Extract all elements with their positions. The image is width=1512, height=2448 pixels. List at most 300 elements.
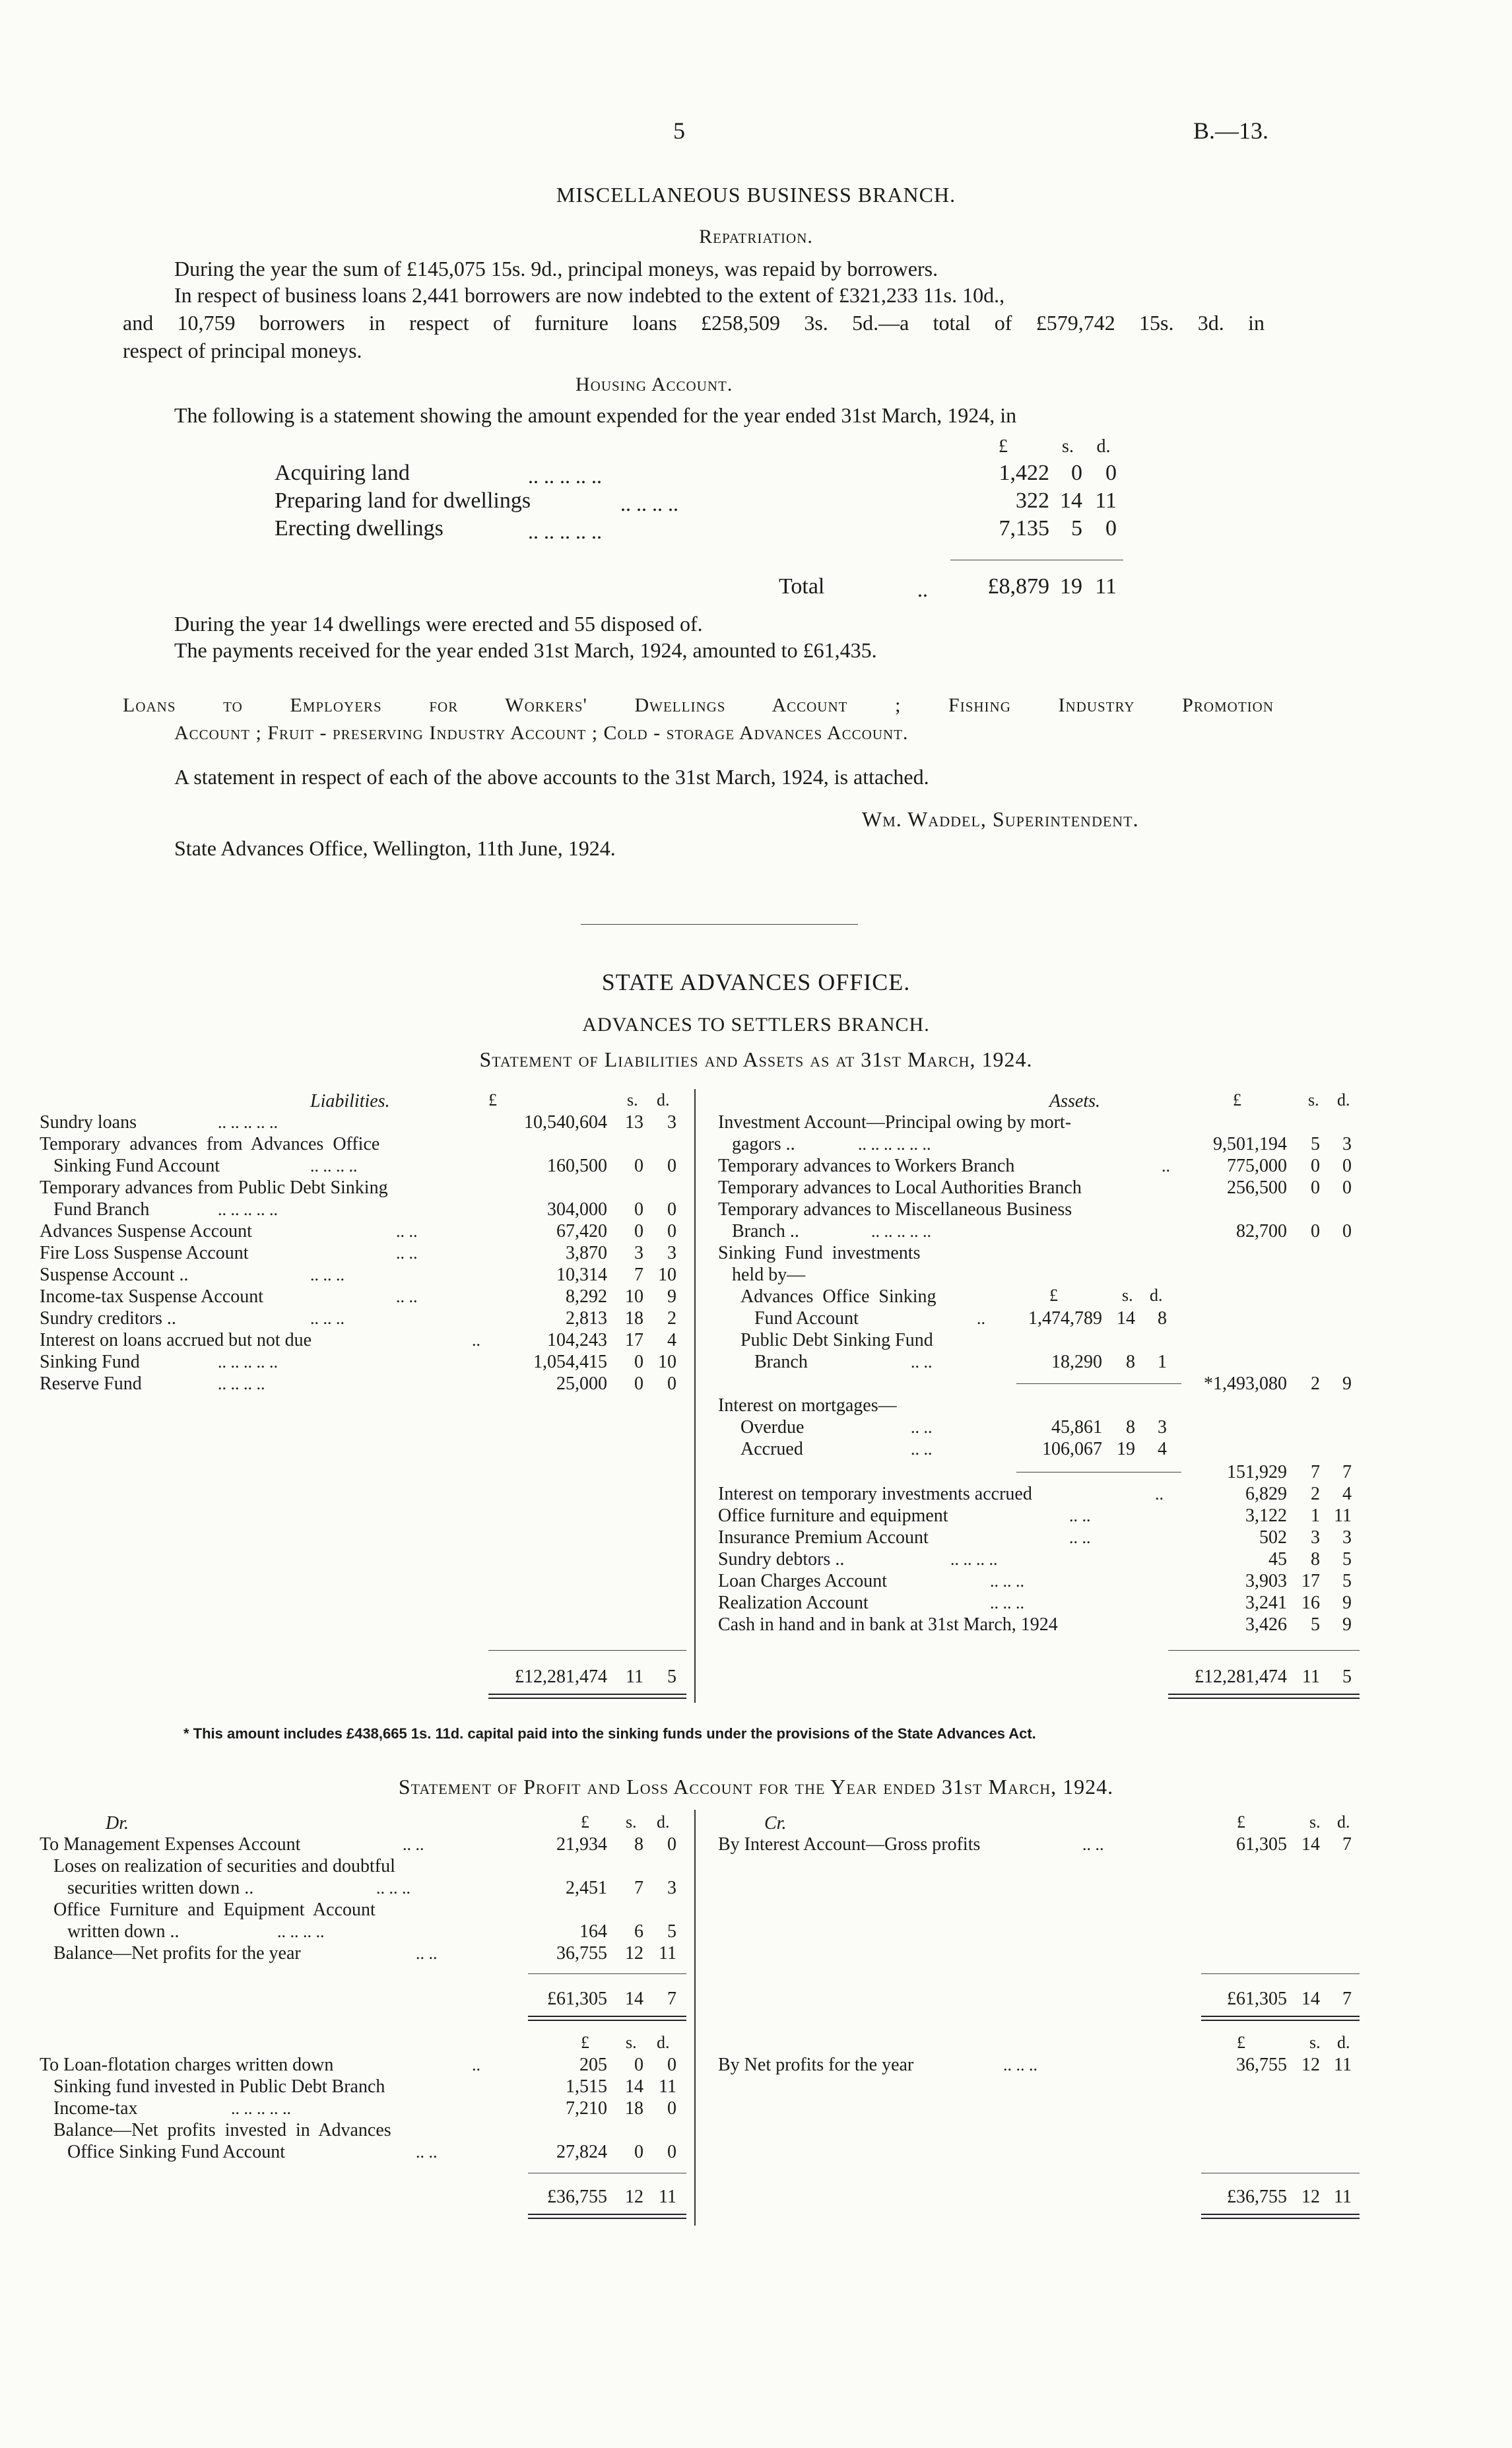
pl-debit-pence: 0 — [667, 2055, 676, 2075]
leader-dots: .. .. — [396, 1287, 418, 1306]
asset-pence: 11 — [1334, 1505, 1352, 1526]
assets-col-pounds: £ — [1233, 1090, 1241, 1109]
sinking-sub-pence: 8 — [1158, 1308, 1167, 1329]
pl-total-rule-1-cr — [1201, 1973, 1360, 1974]
document-code: B.—13. — [1193, 117, 1269, 144]
pl-total-2-dr-pounds: £36,755 — [547, 2187, 607, 2207]
mortgage-sub-shillings: 8 — [1126, 1417, 1135, 1438]
housing-row — [275, 517, 444, 540]
sinking-sub-pounds: 1,474,789 — [1028, 1308, 1102, 1329]
section-divider — [581, 924, 858, 925]
sinking-sub-pounds: 18,290 — [1051, 1352, 1102, 1372]
sinking-col-shillings: s. — [1122, 1286, 1133, 1305]
liability-pounds: 8,292 — [566, 1286, 607, 1307]
asset-shillings: 16 — [1301, 1593, 1320, 1613]
liability-pounds: 2,813 — [566, 1308, 607, 1329]
pl2-cr-col-pence: d. — [1337, 2033, 1350, 2052]
pl-total-2-cr-pounds: £36,755 — [1227, 2187, 1287, 2207]
liability-label: Sinking Fund — [40, 1352, 140, 1372]
asset-pence: 3 — [1342, 1134, 1352, 1154]
repatriation-paragraph-2-line-3: respect of principal moneys. — [123, 339, 362, 362]
housing-intro: The following is a statement showing the amount expended for the year ended 31st March, 1924, in — [174, 403, 1017, 427]
leader-dots: .. — [472, 2055, 480, 2074]
housing-row — [275, 490, 531, 512]
housing-col-pounds: £ — [999, 436, 1008, 457]
liabilities-total-pounds: £12,281,474 — [515, 1667, 607, 1687]
leader-dots: .. .. .. .. .. — [528, 464, 602, 488]
asset-shillings: 2 — [1311, 1484, 1320, 1504]
housing-row-pounds: 7,135 — [999, 516, 1049, 541]
housing-col-shillings: s. — [1062, 436, 1074, 457]
leader-dots: .. — [917, 578, 928, 601]
housing-row-shillings: 5 — [1071, 516, 1082, 541]
assets-col-shillings: s. — [1308, 1090, 1319, 1109]
asset-shillings: 3 — [1311, 1527, 1320, 1548]
liability-pounds: 1,054,415 — [533, 1352, 607, 1372]
asset-pence: 9 — [1342, 1593, 1352, 1613]
pl-debit-pounds: 27,824 — [556, 2142, 607, 2162]
pl-debit-pence: 11 — [659, 2076, 676, 2097]
mortgage-sub-pounds: 106,067 — [1042, 1439, 1102, 1459]
pl-double-rule-2-cr — [1201, 2214, 1360, 2219]
repatriation-paragraph-2-line-2: and 10,759 borrowers in respect of furniture loans £258,509 3s. 5d.—a total of £579,742 15s. 3d. in — [123, 311, 1265, 335]
asset-shillings: 1 — [1311, 1505, 1320, 1526]
leader-dots: .. — [977, 1309, 985, 1328]
pl-cr-col-pence: d. — [1337, 1812, 1350, 1832]
asset-label: Realization Account — [718, 1593, 869, 1613]
leader-dots: .. .. .. — [990, 1571, 1024, 1591]
liability-pence: 3 — [667, 1112, 676, 1133]
liability-pounds: 25,000 — [556, 1373, 607, 1394]
liability-label: Advances Suspense Account — [40, 1221, 252, 1241]
sao-statement-title: Statement of Liabilities and Assets as at 31st March, 1924. — [479, 1047, 1033, 1071]
mortgage-sub-label: Overdue — [740, 1417, 805, 1438]
pl-double-rule-1-cr — [1201, 2016, 1360, 2021]
liability-label: Fund Branch — [40, 1199, 150, 1220]
pl-debit-pence: 0 — [667, 1834, 676, 1855]
liability-label: Reserve Fund — [40, 1373, 142, 1394]
pl-debit-label: Office Furniture and Equipment Account — [40, 1900, 376, 1920]
leader-dots: .. .. .. — [310, 1265, 345, 1284]
pl-dr-label: Dr. — [106, 1813, 129, 1834]
pl-debit-label: Income-tax — [40, 2098, 138, 2119]
pl-debit-label: Balance—Net profits invested in Advances — [40, 2120, 391, 2140]
signature: Wm. Waddel, Superintendent. — [862, 807, 1139, 831]
pl-total-1-cr-pence: 7 — [1342, 1989, 1352, 2009]
liability-pence: 3 — [667, 1243, 676, 1263]
liability-pence: 0 — [667, 1199, 676, 1220]
pl-credit-label: By Net profits for the year — [718, 2055, 914, 2075]
liabilities-heading: Liabilities. — [310, 1091, 390, 1111]
pl-debit-pence: 11 — [659, 1943, 676, 1964]
pl-debit-shillings: 0 — [634, 2142, 643, 2162]
leader-dots: .. .. — [396, 1243, 418, 1263]
leader-dots: .. .. .. — [376, 1878, 411, 1898]
liability-pounds: 160,500 — [547, 1156, 607, 1176]
liability-shillings: 10 — [625, 1286, 643, 1307]
mortgage-sub-pence: 4 — [1158, 1439, 1167, 1459]
housing-total-pounds: £8,879 — [987, 574, 1049, 599]
liability-pence: 0 — [667, 1373, 676, 1394]
housing-col-pence: d. — [1096, 436, 1111, 457]
pl-debit-pounds: 21,934 — [556, 1834, 607, 1855]
asset-pence: 0 — [1342, 1221, 1352, 1241]
liabilities-total-pence: 5 — [667, 1667, 676, 1687]
loans-heading-line-2: Account ; Fruit - preserving Industry Account ; Cold - storage Advances Account. — [174, 722, 909, 744]
pl-credit-pounds: 36,755 — [1236, 2055, 1287, 2075]
asset-label: Sinking Fund investments — [718, 1243, 921, 1263]
leader-dots: .. .. .. — [1003, 2055, 1037, 2074]
housing-row-label: Acquiring land — [275, 461, 410, 485]
liability-pence: 0 — [667, 1221, 676, 1241]
loans-heading-line-1: Loans to Employers for Workers' Dwellings Account ; Fishing Industry Promotion — [123, 694, 1274, 716]
pl-credit-shillings: 14 — [1301, 1834, 1320, 1855]
liability-pounds: 10,314 — [556, 1265, 607, 1285]
asset-label: Cash in hand and in bank at 31st March, 1924 — [718, 1614, 1058, 1635]
liability-shillings: 0 — [634, 1373, 643, 1394]
housing-row-label: Erecting dwellings — [275, 516, 444, 541]
pl-credit-shillings: 12 — [1301, 2055, 1320, 2075]
liabilities-double-rule — [488, 1694, 686, 1699]
asset-label: Branch .. — [718, 1221, 799, 1241]
pl-double-rule-2-dr — [528, 2214, 686, 2219]
pl-debit-pence: 0 — [667, 2098, 676, 2119]
pl-cr-col-pounds: £ — [1237, 1812, 1245, 1832]
pl-debit-pounds: 2,451 — [566, 1878, 607, 1898]
sinking-sub-label: Fund Account — [740, 1308, 859, 1329]
liability-shillings: 7 — [634, 1265, 643, 1285]
pl-debit-shillings: 18 — [625, 2098, 643, 2119]
mortgage-sub-pounds: 45,861 — [1051, 1417, 1102, 1438]
pl-debit-shillings: 14 — [625, 2076, 643, 2097]
leader-dots: .. .. — [911, 1352, 933, 1372]
leader-dots: .. .. — [1069, 1528, 1091, 1547]
housing-row-pence: 0 — [1105, 461, 1117, 485]
housing-row-pounds: 1,422 — [999, 461, 1049, 485]
pl-debit-label: To Loan-flotation charges written down — [40, 2055, 334, 2075]
mortgage-total-shillings: 7 — [1311, 1462, 1320, 1482]
sinking-sub-shillings: 14 — [1117, 1308, 1135, 1329]
liab-col-pounds: £ — [488, 1090, 497, 1109]
sao-title: STATE ADVANCES OFFICE. — [601, 969, 911, 995]
asset-pounds: 3,241 — [1245, 1593, 1287, 1613]
pl-debit-label: Loses on realization of securities and doubtful — [40, 1856, 395, 1876]
liability-shillings: 0 — [634, 1221, 643, 1241]
asset-pence: 0 — [1342, 1156, 1352, 1176]
asset-shillings: 5 — [1311, 1614, 1320, 1635]
sinking-total-pence: 9 — [1342, 1373, 1352, 1394]
asset-pounds: 45 — [1268, 1549, 1287, 1570]
housing-row-label: Preparing land for dwellings — [275, 488, 531, 513]
asset-shillings: 17 — [1301, 1571, 1320, 1591]
pl-debit-pence: 0 — [667, 2142, 676, 2162]
pl-debit-shillings: 8 — [634, 1834, 643, 1855]
leader-dots: .. .. — [1069, 1506, 1091, 1525]
leader-dots: .. .. .. .. .. .. — [858, 1135, 931, 1154]
leader-dots: .. .. .. — [990, 1593, 1024, 1612]
leader-dots: .. .. .. .. — [310, 1156, 358, 1175]
pl2-cr-col-pounds: £ — [1237, 2033, 1245, 2052]
housing-row — [275, 462, 410, 484]
liability-shillings: 0 — [634, 1156, 643, 1176]
pl2-dr-col-shillings: s. — [626, 2033, 637, 2052]
leader-dots: .. .. — [1082, 1835, 1104, 1854]
leader-dots: .. .. — [911, 1418, 933, 1437]
pl-total-1-cr-shillings: 14 — [1301, 1989, 1320, 2009]
leader-dots: .. .. — [416, 1944, 438, 1963]
asset-pounds: 3,903 — [1245, 1571, 1287, 1591]
pl-dr-col-pence: d. — [657, 1812, 670, 1832]
leader-dots: .. .. — [396, 1222, 418, 1241]
sub-total-rule — [1016, 1383, 1181, 1384]
housing-row-pence: 11 — [1095, 488, 1117, 513]
housing-account-heading: Housing Account. — [575, 374, 733, 395]
liability-pounds: 3,870 — [566, 1243, 607, 1263]
pl-debit-pounds: 1,515 — [566, 2076, 607, 2097]
liability-shillings: 18 — [625, 1308, 643, 1329]
liability-pounds: 67,420 — [556, 1221, 607, 1241]
pl-divider — [694, 1810, 696, 2226]
attached-paragraph: A statement in respect of each of the above accounts to the 31st March, 1924, is attached. — [174, 765, 929, 789]
pl-credit-pence: 7 — [1342, 1834, 1352, 1855]
pl-debit-label: To Management Expenses Account — [40, 1834, 301, 1855]
pl-debit-pounds: 205 — [579, 2055, 607, 2075]
asset-pence: 9 — [1342, 1614, 1352, 1635]
asset-pence: 0 — [1342, 1177, 1352, 1198]
pl-debit-shillings: 12 — [625, 1943, 643, 1964]
asset-pounds: 502 — [1259, 1527, 1287, 1548]
housing-total-label: Total — [779, 574, 825, 599]
housing-total-shillings: 19 — [1060, 574, 1082, 599]
asset-shillings: 0 — [1311, 1177, 1320, 1198]
leader-dots: .. .. .. .. — [950, 1550, 998, 1569]
asset-label: Office furniture and equipment — [718, 1505, 948, 1526]
leader-dots: .. — [1155, 1484, 1164, 1504]
liability-label: Interest on loans accrued but not due — [40, 1330, 312, 1350]
mortgage-heading: Interest on mortgages— — [718, 1395, 897, 1416]
mortgage-sub-label: Accrued — [740, 1439, 803, 1459]
assets-heading: Assets. — [1049, 1091, 1100, 1111]
liability-label: Temporary advances from Advances Office — [40, 1134, 380, 1154]
liability-shillings: 0 — [634, 1199, 643, 1220]
asset-label: Insurance Premium Account — [718, 1527, 929, 1548]
mortgage-sub-pence: 3 — [1158, 1417, 1167, 1438]
assets-total-shillings: 11 — [1302, 1667, 1320, 1687]
asset-label: held by— — [718, 1265, 806, 1285]
leader-dots: .. .. — [416, 2142, 438, 2162]
pl-total-1-dr-pounds: £61,305 — [547, 1989, 607, 2009]
housing-row-shillings: 14 — [1060, 488, 1082, 513]
asset-shillings: 5 — [1311, 1134, 1320, 1154]
asset-pounds: 6,829 — [1245, 1484, 1287, 1504]
mortgage-total-pence: 7 — [1342, 1462, 1352, 1482]
sinking-col-pounds: £ — [1049, 1286, 1058, 1305]
leader-dots: .. .. — [911, 1439, 933, 1459]
pl-credit-pence: 11 — [1334, 2055, 1352, 2075]
pl2-dr-col-pence: d. — [657, 2033, 670, 2052]
housing-total-pence: 11 — [1095, 574, 1117, 599]
pl-debit-pounds: 164 — [579, 1921, 607, 1942]
liability-label: Sinking Fund Account — [40, 1156, 220, 1176]
pl-dr-col-shillings: s. — [626, 1812, 637, 1832]
repatriation-paragraph-2-line-1: In respect of business loans 2,441 borrowers are now indebted to the extent of £321,233 11s. 10d., — [174, 283, 1005, 307]
pl-total-2-dr-shillings: 12 — [625, 2187, 643, 2207]
leader-dots: .. .. — [403, 1835, 424, 1854]
liability-pence: 10 — [658, 1265, 676, 1285]
mortgage-total-pounds: 151,929 — [1227, 1462, 1287, 1482]
pl-total-2-cr-shillings: 12 — [1301, 2187, 1320, 2207]
liabilities-total-shillings: 11 — [626, 1667, 643, 1687]
balance-sheet-divider — [694, 1089, 696, 1703]
pl-debit-label: written down .. — [40, 1921, 180, 1942]
repatriation-paragraph-1: During the year the sum of £145,075 15s. 9d., principal moneys, was repaid by borrowers. — [174, 257, 938, 281]
liability-label: Income-tax Suspense Account — [40, 1286, 264, 1307]
pl2-cr-col-shillings: s. — [1309, 2033, 1321, 2052]
liability-pence: 0 — [667, 1156, 676, 1176]
leader-dots: .. .. .. .. — [218, 1374, 265, 1393]
pl-debit-pounds: 7,210 — [566, 2098, 607, 2119]
leader-dots: .. .. .. .. .. — [218, 1200, 278, 1219]
pl-total-1-dr-pence: 7 — [667, 1989, 676, 2009]
pl2-dr-col-pounds: £ — [581, 2033, 589, 2052]
assets-total-pence: 5 — [1342, 1667, 1352, 1687]
pl-cr-label: Cr. — [764, 1813, 787, 1834]
payments-paragraph: The payments received for the year ended 31st March, 1924, amounted to £61,435. — [174, 638, 877, 662]
liability-pence: 10 — [658, 1352, 676, 1372]
liability-pence: 2 — [667, 1308, 676, 1329]
liability-pounds: 104,243 — [547, 1330, 607, 1350]
liability-label: Temporary advances from Public Debt Sinking — [40, 1177, 388, 1198]
pl-credit-label: By Interest Account—Gross profits — [718, 1834, 981, 1855]
asset-shillings: 0 — [1311, 1221, 1320, 1241]
footnote: * This amount includes £438,665 1s. 11d. capital paid into the sinking funds under the provisions of the State Advances Act. — [183, 1725, 1036, 1742]
liability-pence: 4 — [667, 1330, 676, 1350]
assets-total-pounds: £12,281,474 — [1195, 1667, 1287, 1687]
pl-debit-pence: 3 — [667, 1878, 676, 1898]
leader-dots: .. .. .. — [310, 1309, 345, 1328]
asset-label: Temporary advances to Local Authorities Branch — [718, 1177, 1082, 1198]
asset-label: Sundry debtors .. — [718, 1549, 845, 1570]
pl-dr-col-pounds: £ — [581, 1812, 589, 1832]
sinking-total-pounds: *1,493,080 — [1204, 1373, 1287, 1394]
pl-debit-pence: 5 — [667, 1921, 676, 1942]
liability-pounds: 304,000 — [547, 1199, 607, 1220]
dwellings-paragraph: During the year 14 dwellings were erected and 55 disposed of. — [174, 612, 703, 636]
liability-pence: 9 — [667, 1286, 676, 1307]
sinking-sub-label: Advances Office Sinking — [740, 1286, 937, 1307]
housing-row-pounds: 322 — [1016, 488, 1049, 513]
office-date-line: State Advances Office, Wellington, 11th June, 1924. — [174, 836, 616, 860]
pl-total-1-dr-shillings: 14 — [625, 1989, 643, 2009]
housing-row-shillings: 0 — [1071, 461, 1082, 485]
pl-title: Statement of Profit and Loss Account for the Year ended 31st March, 1924. — [398, 1775, 1114, 1799]
assets-col-pence: d. — [1337, 1090, 1350, 1109]
asset-pounds: 256,500 — [1227, 1177, 1287, 1198]
leader-dots: .. .. .. .. — [620, 492, 678, 515]
pl-debit-shillings: 7 — [634, 1878, 643, 1898]
sinking-sub-shillings: 8 — [1126, 1352, 1135, 1372]
pl-total-rule-1-dr — [528, 1973, 686, 1974]
sinking-sub-label: Branch — [740, 1352, 808, 1372]
leader-dots: .. — [472, 1331, 480, 1350]
pl-debit-shillings: 6 — [634, 1921, 643, 1942]
housing-row-pence: 0 — [1105, 516, 1117, 541]
assets-total-rule — [1168, 1650, 1360, 1651]
liability-shillings: 17 — [625, 1330, 643, 1350]
page-number: 5 — [673, 117, 685, 144]
leader-dots: .. .. .. .. .. — [528, 519, 602, 543]
pl-double-rule-1-dr — [528, 2016, 686, 2021]
assets-double-rule — [1168, 1694, 1360, 1699]
liability-shillings: 3 — [634, 1243, 643, 1263]
asset-pounds: 775,000 — [1227, 1156, 1287, 1176]
asset-label: Interest on temporary investments accrued — [718, 1484, 1032, 1504]
leader-dots: .. .. .. .. — [277, 1922, 325, 1941]
pl-total-2-dr-pence: 11 — [659, 2187, 676, 2207]
liability-shillings: 0 — [634, 1352, 643, 1372]
pl-cr-col-shillings: s. — [1309, 1812, 1321, 1832]
asset-pounds: 9,501,194 — [1213, 1134, 1287, 1154]
asset-pence: 5 — [1342, 1549, 1352, 1570]
pl-credit-pounds: 61,305 — [1236, 1834, 1287, 1855]
liabilities-total-rule — [488, 1650, 686, 1651]
asset-pence: 3 — [1342, 1527, 1352, 1548]
pl-debit-shillings: 0 — [634, 2055, 643, 2075]
asset-pounds: 3,426 — [1245, 1614, 1287, 1635]
asset-shillings: 8 — [1311, 1549, 1320, 1570]
liability-pounds: 10,540,604 — [524, 1112, 607, 1133]
liab-col-shillings: s. — [627, 1090, 638, 1109]
pl-debit-label: Office Sinking Fund Account — [40, 2142, 286, 2162]
repatriation-heading: Repatriation. — [699, 226, 813, 248]
asset-label: Temporary advances to Miscellaneous Business — [718, 1199, 1072, 1220]
asset-pence: 4 — [1342, 1484, 1352, 1504]
sinking-sub-label: Public Debt Sinking Fund — [740, 1330, 933, 1350]
sao-branch-title: ADVANCES TO SETTLERS BRANCH. — [582, 1014, 930, 1036]
leader-dots: .. .. .. .. .. — [218, 1113, 278, 1132]
pl-total-1-cr-pounds: £61,305 — [1227, 1989, 1287, 2009]
leader-dots: .. .. .. .. .. — [231, 2099, 291, 2118]
asset-pounds: 3,122 — [1245, 1505, 1287, 1526]
asset-shillings: 0 — [1311, 1156, 1320, 1176]
pl-total-2-cr-pence: 11 — [1334, 2187, 1352, 2207]
misc-branch-title: MISCELLANEOUS BUSINESS BRANCH. — [556, 183, 956, 207]
asset-label: gagors .. — [718, 1134, 795, 1154]
asset-label: Loan Charges Account — [718, 1571, 888, 1591]
liability-label: Suspense Account .. — [40, 1265, 189, 1285]
sinking-sub-pence: 1 — [1158, 1352, 1167, 1372]
pl-debit-label: securities written down .. — [40, 1878, 254, 1898]
sinking-col-pence: d. — [1150, 1286, 1163, 1305]
liab-col-pence: d. — [657, 1090, 670, 1109]
asset-label: Temporary advances to Workers Branch — [718, 1156, 1015, 1176]
pl-debit-pounds: 36,755 — [556, 1943, 607, 1964]
leader-dots: .. .. .. .. .. — [218, 1352, 278, 1372]
asset-pence: 5 — [1342, 1571, 1352, 1591]
liability-label: Sundry creditors .. — [40, 1308, 176, 1329]
sinking-total-shillings: 2 — [1311, 1373, 1320, 1394]
liability-label: Sundry loans — [40, 1112, 137, 1133]
liability-label: Fire Loss Suspense Account — [40, 1243, 249, 1263]
liability-shillings: 13 — [625, 1112, 643, 1133]
pl-debit-label: Balance—Net profits for the year — [40, 1943, 301, 1964]
asset-pounds: 82,700 — [1236, 1221, 1287, 1241]
leader-dots: .. — [1162, 1156, 1170, 1175]
asset-label: Investment Account—Principal owing by mort- — [718, 1112, 1072, 1133]
pl-debit-label: Sinking fund invested in Public Debt Branch — [40, 2076, 385, 2097]
leader-dots: .. .. .. .. .. — [871, 1222, 931, 1241]
mortgage-sub-shillings: 19 — [1117, 1439, 1135, 1459]
